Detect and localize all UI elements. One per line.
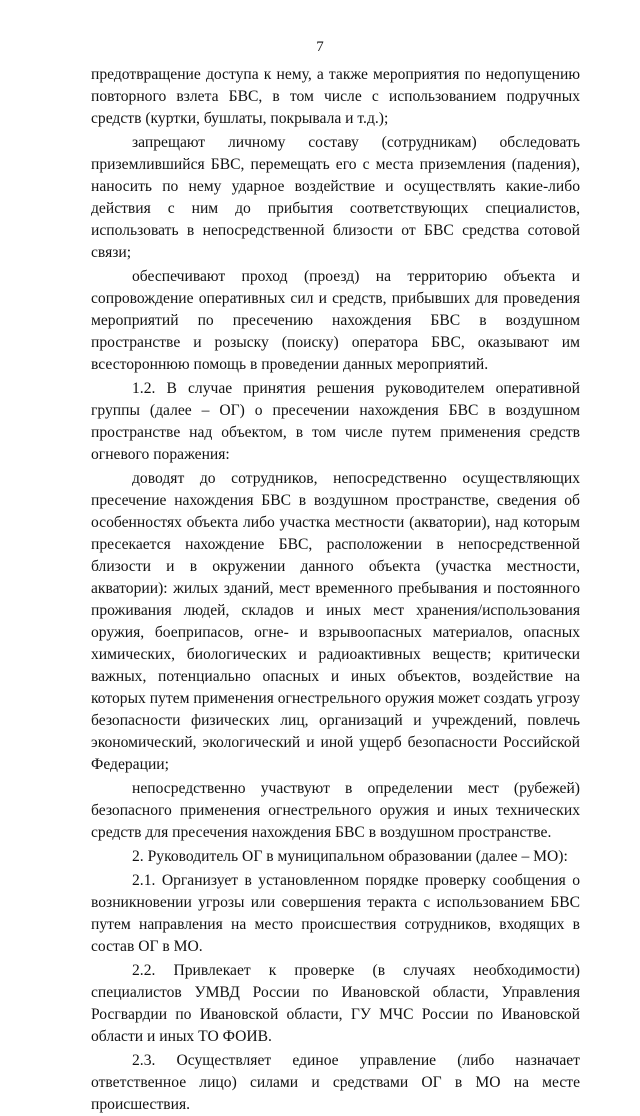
paragraph-section-2-1: 2.1. Организует в установленном порядке проверку сообщения о возникновении угрозы или совершения теракта с использованием БВС путем направления на место происшествия сотрудников, входящих в состав ОГ в МО. bbox=[91, 872, 580, 955]
document-body bbox=[91, 64, 580, 1116]
paragraph-prohibitions: запрещают личному составу (сотрудникам) обследовать приземлившийся БВС, перемещать его с места приземления (падения), наносить по нему ударное воздействие и осуществлять какие-либо действия с ним до прибытия соответствующих специалистов, использовать в непосредственной близости от БВС средства сотовой связи; bbox=[91, 134, 580, 261]
paragraph-prevention-measures: предотвращение доступа к нему, а также мероприятия по недопущению повторного взлета БВС, в том числе с использованием подручных средств (куртки, бушлаты, покрывала и т.д.); bbox=[91, 66, 580, 127]
paragraph-section-2-2: 2.2. Привлекает к проверке (в случаях необходимости) специалистов УМВД России по Ивановской области, Управления Росгвардии по Ивановской области, ГУ МЧС России по Ивановской области и иных ТО ФОИВ. bbox=[91, 962, 580, 1045]
paragraph-safe-zones: непосредственно участвуют в определении мест (рубежей) безопасного применения огнестрельного оружия и иных технических средств для пресечения нахождения БВС в воздушном пространстве. bbox=[91, 780, 580, 841]
paragraph-access-support: обеспечивают проход (проезд) на территорию объекта и сопровождение оперативных сил и средств, прибывших для проведения мероприятий по пресечению нахождения БВС в воздушном пространстве и розыску (поиску) оператора БВС, оказывают им всестороннюю помощь в проведении данных мероприятий. bbox=[91, 268, 580, 373]
paragraph-briefing: доводят до сотрудников, непосредственно осуществляющих пресечение нахождения БВС в воздушном пространстве, сведения об особенностях объекта либо участка местности (акватории), над которым пресекается нахождение БВС, расположении в непосредственной близости и в окружении данного объекта (участка местности, акватории): жилых зданий, мест временного пребывания и постоянного проживания людей, складов и иных мест хранения/использования оружия, боеприпасов, огне- и взрывоопасных материалов, опасных химических, биологических и радиоактивных веществ; критически важных, потенциально опасных и иных объектов, воздействие на которых путем применения огнестрельного оружия может создать угрозу безопасности физических лиц, организаций и учреждений, повлечь экономический, экологический и иной ущерб безопасности Российской Федерации; bbox=[91, 470, 580, 773]
page-number: 7 bbox=[316, 39, 324, 55]
paragraph-section-2: 2. Руководитель ОГ в муниципальном образовании (далее – МО): bbox=[132, 848, 568, 865]
paragraph-section-1-2: 1.2. В случае принятия решения руководителем оперативной группы (далее – ОГ) о пресечении нахождения БВС в воздушном пространстве над объектом, в том числе путем применения средств огневого поражения: bbox=[91, 380, 580, 463]
paragraph-section-2-3: 2.3. Осуществляет единое управление (либо назначает ответственное лицо) силами и средствами ОГ в МО на месте происшествия. bbox=[91, 1052, 580, 1113]
